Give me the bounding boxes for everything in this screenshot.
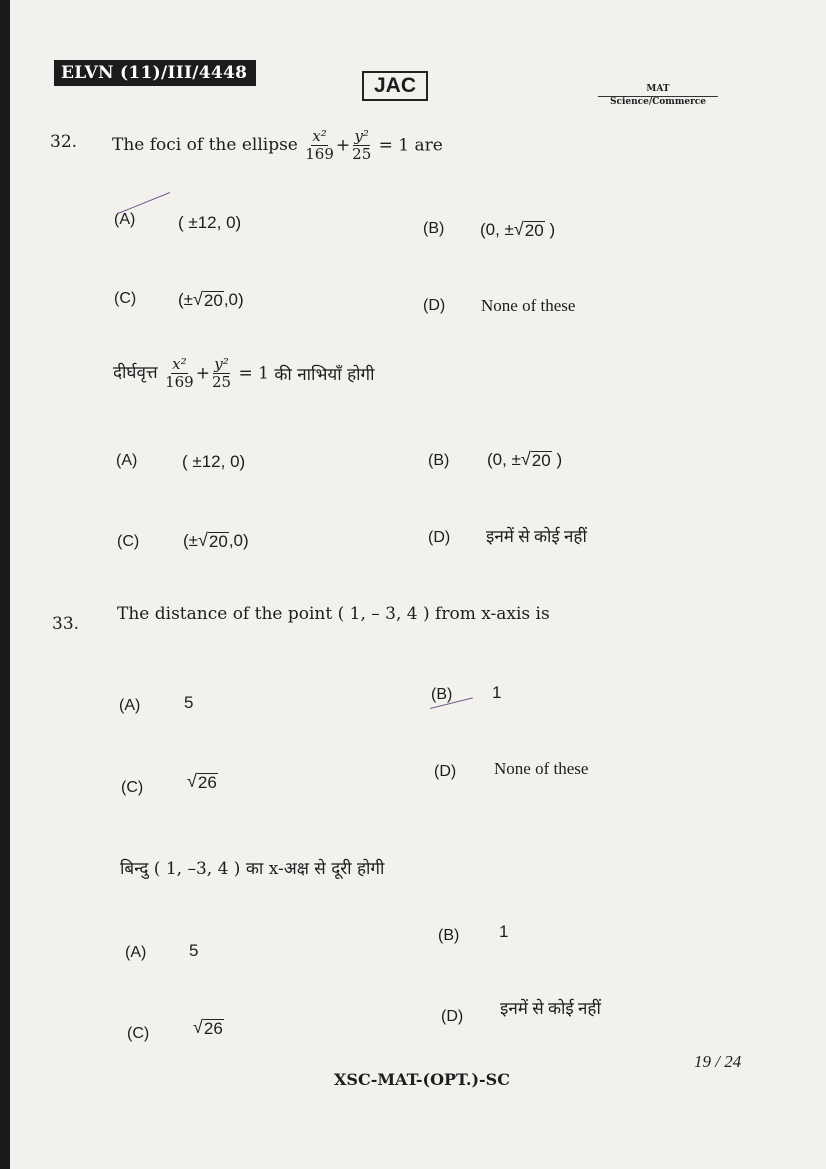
option-c-suffix: ,0) xyxy=(228,531,249,550)
option-a-value: 5 xyxy=(189,941,199,960)
sqrt-expression xyxy=(198,530,229,551)
option-b-suffix: ) xyxy=(556,450,563,469)
option-d-label: (D) xyxy=(434,763,457,780)
option-a-value: ( ±12, 0) xyxy=(182,452,246,471)
page-number: 19 / 24 xyxy=(694,1052,742,1071)
fraction-numerator: x² xyxy=(172,355,187,373)
equals-one: = 1 xyxy=(378,135,410,156)
option-d-label: (D) xyxy=(428,529,451,546)
sqrt-icon: √ xyxy=(193,289,203,309)
option-d-value: इनमें से कोई नहीं xyxy=(500,999,601,1018)
radicand: 26 xyxy=(197,773,217,792)
question-33-text: The distance of the point ( 1, – 3, 4 ) from x-axis is xyxy=(117,604,550,624)
option-b-label: (B) xyxy=(423,220,445,237)
option-c-prefix: (± xyxy=(178,290,193,309)
option-b-prefix: (0, ± xyxy=(480,220,514,239)
hindi-lead: दीर्घवृत्त xyxy=(113,363,158,383)
option-c-label: (C) xyxy=(114,290,137,307)
question-number-33: 33. xyxy=(52,614,80,634)
sqrt-icon: √ xyxy=(513,219,524,239)
radicand: 20 xyxy=(531,451,551,470)
sqrt-expression xyxy=(193,289,224,310)
fraction-y-squared xyxy=(352,128,371,163)
fraction-denominator: 25 xyxy=(211,373,232,391)
sqrt-expression xyxy=(193,1017,224,1038)
sqrt-icon: √ xyxy=(187,771,197,791)
paper-code-badge: ELVN (11)/III/4448 xyxy=(54,60,256,86)
option-c-suffix: ,0) xyxy=(223,290,244,309)
sqrt-expression xyxy=(187,771,218,792)
option-d-value: None of these xyxy=(481,296,576,315)
option-c-value xyxy=(187,771,218,792)
plus-sign: + xyxy=(195,363,210,384)
subject-header xyxy=(594,84,722,108)
option-a-value: 5 xyxy=(184,693,194,712)
option-c-label: (C) xyxy=(117,533,140,550)
option-d-value: इनमें से कोई नहीं xyxy=(486,527,587,546)
option-a-label: (A) xyxy=(116,452,138,469)
option-a-label: (A) xyxy=(114,211,136,228)
option-b-label: (B) xyxy=(431,686,453,703)
sqrt-expression xyxy=(521,449,552,470)
sqrt-icon: √ xyxy=(193,1017,203,1037)
fraction-numerator: x² xyxy=(312,127,327,145)
question-32-text xyxy=(112,128,443,163)
option-b-prefix: (0, ± xyxy=(487,450,521,469)
option-b-label: (B) xyxy=(438,927,460,944)
board-label-box: JAC xyxy=(362,71,428,101)
sqrt-expression xyxy=(514,219,545,240)
option-d-label: (D) xyxy=(441,1008,464,1025)
fraction-numerator: y² xyxy=(214,355,229,373)
option-a-value: ( ±12, 0) xyxy=(178,213,242,232)
option-c-value xyxy=(178,289,244,310)
question-number-32: 32. xyxy=(50,132,78,152)
option-c-value xyxy=(183,530,249,551)
radicand: 20 xyxy=(208,532,228,551)
option-b-value xyxy=(487,449,562,470)
pen-tick-mark xyxy=(118,192,170,214)
fraction-denominator: 25 xyxy=(352,145,372,163)
sqrt-icon: √ xyxy=(198,530,208,550)
fraction-numerator: y² xyxy=(354,127,369,145)
question-33-hindi-text: बिन्दु ( 1, –3, 4 ) का x-अक्ष से दूरी होगी xyxy=(120,859,385,879)
fraction-x-squared xyxy=(165,356,194,391)
radicand: 20 xyxy=(524,221,544,240)
option-c-prefix: (± xyxy=(183,531,198,550)
equals-one: = 1 xyxy=(238,363,269,384)
option-c-value xyxy=(193,1017,224,1038)
fraction-denominator: 169 xyxy=(305,145,334,163)
option-c-label: (C) xyxy=(121,779,144,796)
option-c-label: (C) xyxy=(127,1025,150,1042)
paper-footer-code: XSC-MAT-(OPT.)-SC xyxy=(334,1070,510,1089)
option-d-label: (D) xyxy=(423,297,446,314)
binding-edge xyxy=(0,0,10,1169)
radicand: 20 xyxy=(203,291,223,310)
option-b-value: 1 xyxy=(499,922,509,941)
option-b-value: 1 xyxy=(492,683,502,702)
hindi-tail: की नाभियाँ होगी xyxy=(274,365,375,385)
plus-sign: + xyxy=(335,135,351,156)
option-a-label: (A) xyxy=(125,944,147,961)
question-32-tail: are xyxy=(414,135,443,156)
option-b-label: (B) xyxy=(428,452,450,469)
option-d-value: None of these xyxy=(494,759,589,778)
sqrt-icon: √ xyxy=(520,449,531,469)
fraction-y-squared xyxy=(212,356,231,391)
question-32-lead: The foci of the ellipse xyxy=(112,135,298,155)
subject-label: MAT xyxy=(646,84,670,94)
fraction-x-squared xyxy=(305,128,334,163)
question-32-hindi-text xyxy=(113,356,375,391)
option-b-value xyxy=(480,219,555,240)
option-a-label: (A) xyxy=(119,697,141,714)
option-b-suffix: ) xyxy=(549,220,556,239)
radicand: 26 xyxy=(203,1019,223,1038)
fraction-denominator: 169 xyxy=(165,373,194,391)
stream-label: Science/Commerce xyxy=(609,97,707,107)
